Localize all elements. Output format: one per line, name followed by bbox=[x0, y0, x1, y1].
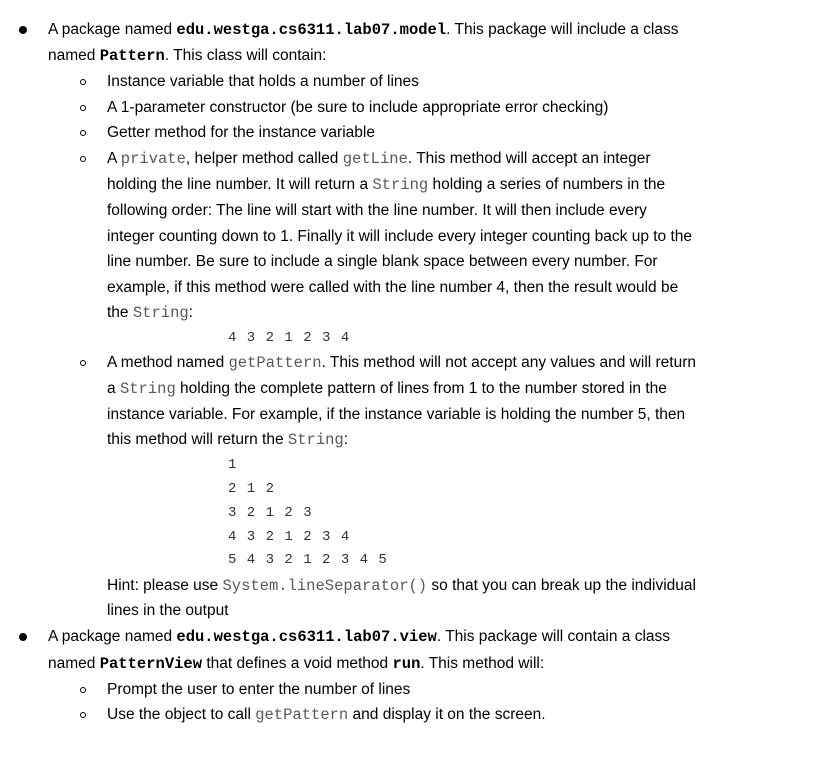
text: the bbox=[107, 304, 133, 321]
text: : bbox=[343, 431, 349, 448]
hint-line1 bbox=[107, 576, 696, 596]
item-getpattern-line4 bbox=[107, 430, 348, 450]
pattern-example-line: 3 2 1 2 3 bbox=[228, 505, 313, 521]
text: . This class will contain: bbox=[164, 47, 327, 64]
text: so that you can break up the individual bbox=[427, 577, 696, 594]
code-string: String bbox=[372, 176, 429, 194]
view-item-display bbox=[107, 705, 546, 725]
sub-bullet-circle bbox=[80, 687, 86, 693]
sub-bullet-circle bbox=[80, 712, 86, 718]
item-constructor: A 1-parameter constructor (be sure to include appropriate error checking) bbox=[107, 99, 609, 116]
package-name: edu.westga.cs6311.lab07.model bbox=[176, 21, 447, 39]
class-name: PatternView bbox=[99, 655, 203, 673]
text: holding the line number. It will return a bbox=[107, 176, 373, 193]
code-getline: getLine bbox=[342, 150, 408, 168]
text: , helper method called bbox=[185, 150, 343, 167]
text: . This method will accept an integer bbox=[407, 150, 651, 167]
text: and display it on the screen. bbox=[348, 706, 546, 723]
sub-bullet-circle bbox=[80, 79, 86, 85]
class-name: Pattern bbox=[99, 47, 165, 65]
text: A method named bbox=[107, 354, 229, 371]
sub-bullet-circle bbox=[80, 360, 86, 366]
package1-line1 bbox=[48, 20, 678, 40]
text: . This package will include a class bbox=[446, 21, 679, 38]
text: . This package will contain a class bbox=[436, 628, 671, 645]
text: that defines a void method bbox=[202, 655, 393, 672]
code-getpattern: getPattern bbox=[228, 354, 322, 372]
item-getpattern-line3: instance variable. For example, if the instance variable is holding the number 5, then bbox=[107, 406, 686, 423]
sub-bullet-circle bbox=[80, 130, 86, 136]
text: . This method will: bbox=[420, 655, 545, 672]
view-item-prompt: Prompt the user to enter the number of lines bbox=[107, 681, 411, 698]
item-getpattern-line2 bbox=[107, 379, 667, 399]
text: named bbox=[48, 47, 100, 64]
item-getter: Getter method for the instance variable bbox=[107, 124, 375, 141]
item-getline-line4: integer counting down to 1. Finally it will include every integer counting back up to the bbox=[107, 228, 693, 245]
pattern-example-line: 5 4 3 2 1 2 3 4 5 bbox=[228, 552, 388, 568]
package1-line2 bbox=[48, 46, 327, 66]
code-getpattern: getPattern bbox=[255, 706, 349, 724]
pattern-example-line: 4 3 2 1 2 3 4 bbox=[228, 529, 351, 545]
text: a bbox=[107, 380, 120, 397]
sub-bullet-circle bbox=[80, 105, 86, 111]
text: Hint: please use bbox=[107, 577, 223, 594]
text: A package named bbox=[48, 21, 177, 38]
code-string: String bbox=[132, 304, 189, 322]
code-private: private bbox=[120, 150, 186, 168]
item-instance-variable: Instance variable that holds a number of lines bbox=[107, 73, 419, 90]
text: Use the object to call bbox=[107, 706, 256, 723]
pattern-example-line: 2 1 2 bbox=[228, 481, 276, 497]
sub-bullet-circle bbox=[80, 156, 86, 162]
code-lineseparator: System.lineSeparator() bbox=[222, 577, 428, 595]
text: A bbox=[107, 150, 121, 167]
package2-line2 bbox=[48, 654, 544, 674]
item-getline-line6: example, if this method were called with the line number 4, then the result would be bbox=[107, 279, 679, 296]
item-getline-line7 bbox=[107, 303, 193, 323]
item-getline-line2 bbox=[107, 175, 665, 195]
item-getline-line5: line number. Be sure to include a single blank space between every number. For bbox=[107, 253, 658, 270]
text: named bbox=[48, 655, 100, 672]
pattern-example-line: 1 bbox=[228, 457, 238, 473]
code-string: String bbox=[287, 431, 344, 449]
text: A package named bbox=[48, 628, 177, 645]
code-string: String bbox=[119, 380, 176, 398]
package-name: edu.westga.cs6311.lab07.view bbox=[176, 628, 437, 646]
bullet-dot bbox=[19, 633, 27, 641]
text: . This method will not accept any values and will return bbox=[321, 354, 696, 371]
text: holding the complete pattern of lines from 1 to the number stored in the bbox=[175, 380, 667, 397]
hint-line2: lines in the output bbox=[107, 602, 229, 619]
getline-example: 4 3 2 1 2 3 4 bbox=[228, 330, 351, 346]
text: : bbox=[188, 304, 193, 321]
item-getline-line1 bbox=[107, 149, 651, 169]
method-name: run bbox=[392, 655, 421, 673]
item-getline-line3: following order: The line will start with the line number. It will then include every bbox=[107, 202, 647, 219]
text: holding a series of numbers in the bbox=[428, 176, 666, 193]
bullet-dot bbox=[19, 26, 27, 34]
item-getpattern-line1 bbox=[107, 353, 696, 373]
package2-line1 bbox=[48, 627, 670, 647]
text: this method will return the bbox=[107, 431, 288, 448]
